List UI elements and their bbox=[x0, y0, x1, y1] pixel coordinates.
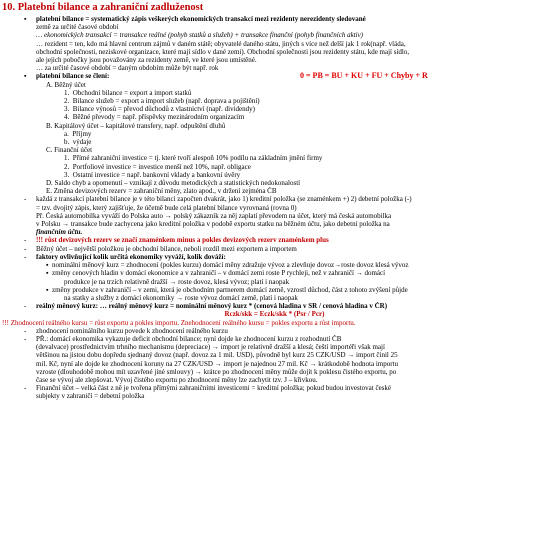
dash-icon: - bbox=[24, 326, 27, 335]
list-item: ▪ změny cenových hladin v domácí ekonomice a v zahraničí – v domácí zemi roste P rychleji, než v zahraničí → domácí bbox=[46, 269, 386, 278]
text-line: Př. Česká automobilka vyváží do Polska auto → polský zákazník za něj zaplatí převodem na účet, který má česká automobilka bbox=[36, 211, 392, 220]
warning-line: !!! Zhodnocení reálného kursu = růst exportu a pokles importu. Znehodnocení reálného kursu = pokles exportu a růst importu. bbox=[2, 318, 356, 327]
text-line: čase se vývoj ale zlepšovat. Vývoj čistého exportu po zhodnocení měny lze zachytit tzv. J – křivkou. bbox=[36, 375, 318, 384]
dash-line: - faktory ovlivňující kolik určitá ekonomiky vyváží, kolik dováží: bbox=[24, 252, 226, 261]
dash-icon: - bbox=[24, 236, 27, 245]
list-item: b. výdaje bbox=[64, 138, 92, 147]
text-line: … za určité časové období = daným obdobím může být např. rok bbox=[36, 64, 219, 73]
list-item: ▪ nominální měnový kurz = zhodnocení (pokles kurzu) domácí měny zdražuje vývoz a zlevňuje dovoz→roste dovoz klesá vývoz bbox=[46, 261, 409, 270]
dash-icon: - bbox=[24, 384, 27, 393]
text-line: vzroste (dlouhodobě mohou mít uzavřené jiné smlouvy) → krátce po zhodnocení měny může dojít k poklesu čistého exportu, po bbox=[36, 367, 397, 376]
text-line: = tzv. dvojitý zápis, který zajišťuje, že účetně bude celá platební bilance vyrovnaná (rovna 0) bbox=[36, 203, 297, 212]
dash-icon: - bbox=[24, 302, 27, 311]
text-line: v Polsku → transakce bude zachycena jako kreditní položka v podobě exportu statku na běžném účtu, jako debetní položka na bbox=[36, 220, 390, 229]
text-line: produkce je na trzích relativně dražší → roste dovoz, klesá vývoz; platí i naopak bbox=[64, 277, 290, 286]
dash-line: - reálný měnový kurz: … reálný měnový kurz = nominální měnový kurz * (cenová hladina v SR / cenová hladina v ČR) bbox=[24, 302, 388, 311]
section-a: A. Běžný účet bbox=[46, 80, 86, 89]
text-line: ale jejich pobočky jsou považovány za rezidenty země, ve které jsou umístěné. bbox=[36, 56, 257, 65]
dash-line: - !!! růst devizových rezerv se značí znaménkem minus a pokles devizových rezerv znaménkem plus bbox=[24, 236, 329, 245]
text-line: subjekty v zahraničí = debetní položka bbox=[36, 392, 145, 401]
text-line: mil. Kč, nyní ale dojde ke zhodnocení koruny na 27 CZK/USD → import je najednou 27 mil. Kč → krátkodobě hodnota importu bbox=[36, 359, 398, 368]
list-item: 2. Portfoliové investice = investice menší než 10%, např. obligace bbox=[64, 162, 251, 171]
dash-icon: - bbox=[24, 334, 27, 343]
bullet-icon: ▪ bbox=[24, 72, 27, 81]
bullet-line: ▪ platební bilance = systematický zápis veškerých ekonomických transakcí mezi rezidenty nerezidenty sledované bbox=[24, 15, 366, 23]
text-line: na statky a služby z domácí ekonomiky → roste vývoz domácí země, platí i naopak bbox=[64, 293, 298, 302]
text-line: obchodní společnosti, neziskové organizace, které mají sídlo v dané zemi). Obchodní společnosti jsou rezidenty státu, kde mají sídlo, bbox=[36, 47, 410, 56]
list-item: 2. Bilance služeb = export a import služeb (např. doprava a pojištění) bbox=[64, 97, 260, 106]
text-line: (devalvace) prostřednictvím trhního mechanismu (depreciace) → import je relativně dražší a klesá; čeští importéři však mají bbox=[36, 343, 385, 352]
list-item: 3. Ostatní investice = např. bankovní vklady a bankovní úvěry bbox=[64, 170, 241, 179]
dash-icon: - bbox=[24, 195, 27, 204]
section-b: B. Kapitálový účet – kapitálové transfery, např. odpuštění dluhů bbox=[46, 121, 226, 130]
page-title: 10. Platební bilance a zahraniční zadluženost bbox=[2, 2, 204, 13]
list-item: 3. Bilance výnosů = převod důchodů z vlastnictví (např. dividendy) bbox=[64, 105, 255, 114]
list-item: 1. Obchodní bilance = export a import statků bbox=[64, 88, 192, 97]
dash-line: - Běžný účet – největší položkou je obchodní bilance, neboli rozdíl mezi exportem a importem bbox=[24, 244, 297, 253]
dash-icon: - bbox=[24, 244, 27, 253]
bullet-icon: ▪ bbox=[24, 15, 27, 23]
list-item: ▪ změny produkce v zahraničí – v zemi, která je obchodním partnerem domácí země, vzrostl důchod, část z tohoto zvýšení půjde bbox=[46, 285, 408, 294]
bullet-line: ▪ platební bilance se člení: 0 = PB = BU + KU + FU + Chyby + R bbox=[24, 72, 428, 81]
section-d: D. Saldo chyb a opomenutí – vznikají z důvodu metodických a statistických nedokonalostí bbox=[46, 179, 301, 188]
dash-line: - zhodnocení nominálního kurzu povede k zhodnocení reálného kurzu bbox=[24, 326, 228, 335]
section-c: C. Finanční účet bbox=[46, 146, 93, 155]
section-e: E. Změna devizových rezerv = zahraniční měny, zlato apod., v držení zejména ČB bbox=[46, 187, 277, 196]
list-item: a. Příjmy bbox=[64, 129, 92, 138]
list-item: 1. Přímé zahraniční investice = tj. které tvoří alespoň 10% podílu na základním jmění firmy bbox=[64, 154, 323, 163]
dash-icon: - bbox=[24, 252, 27, 261]
dash-line: - Finanční účet – velká část z ně je tvořena přímými zahraničními investicemi = kreditní položka; pokud budou investovat české bbox=[24, 384, 392, 393]
pb-formula: 0 = PB = BU + KU + FU + Chyby + R bbox=[300, 72, 428, 81]
dash-line: - PŘ.: domácí ekonomika vykazuje deficit obchodní bilance; nyní dojde ke zhodnocení kurzu z rozhodnutí ČB bbox=[24, 334, 342, 343]
dash-line: - každá z transakcí platební bilance je v této bilanci započten dvakrát, jako 1) kreditní položka (se znaménkem +) 2) debetní položka (-) bbox=[24, 195, 412, 204]
list-item: 4. Běžné převody = např. příspěvky mezinárodním organizacím bbox=[64, 113, 245, 122]
text-line: země za určité časové období bbox=[36, 23, 119, 32]
real-rate-formula: Rczk/skk = Eczk/skk * (Psr / Pcr) bbox=[224, 310, 325, 319]
text-line: finančním účtu. bbox=[36, 228, 83, 237]
text-line: … ekonomických transakcí = transakce reálné (pohyb statků a služeb) + transakce finanční (pohyb finančních aktiv) bbox=[36, 31, 364, 40]
text-line: … rezident = ten, kdo má hlavní centrum zájmů v daném státě; obyvatelé daného státu, jiných s více než delší jak 1 rok(např. vláda, bbox=[36, 39, 406, 48]
text-line: většinou na jistou dobu dopředu sjednaný dovoz (např. dovoz za 1 mil. USD), původně byl kurz 25 CZK/USD → import činil 25 bbox=[36, 351, 398, 360]
